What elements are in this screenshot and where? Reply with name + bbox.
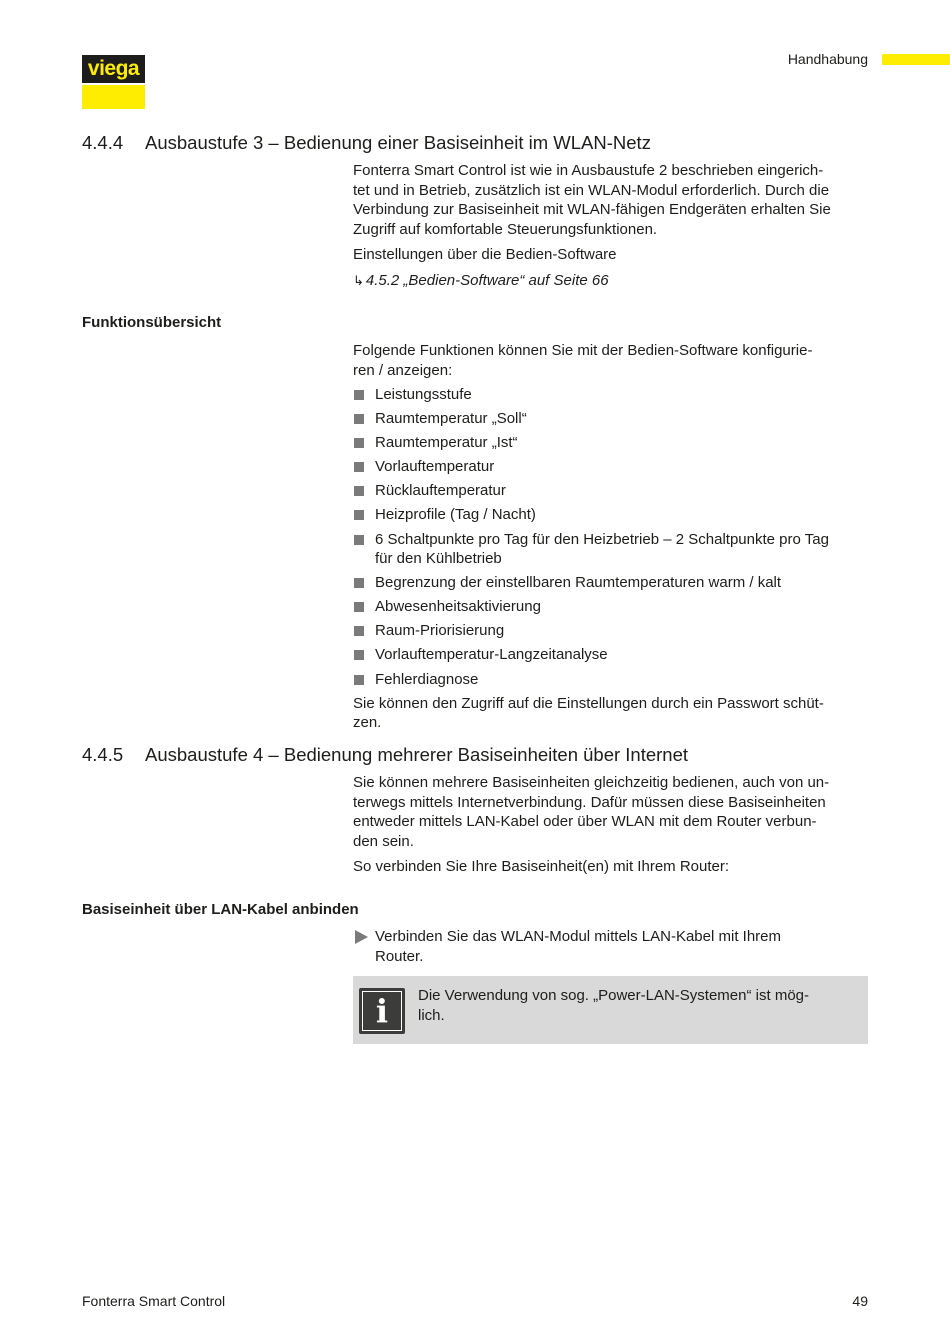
list-item: Rücklauftemperatur [353, 481, 868, 501]
subheading-functions: Funktionsübersicht [82, 314, 222, 331]
line: Verbinden Sie das WLAN-Modul mittels LAN-Kabel mit Ihrem [375, 928, 781, 945]
line: den sein. [353, 832, 414, 850]
list-item: Abwesenheitsaktivierung [353, 597, 868, 617]
section-title: Ausbaustufe 4 – Bedienung mehrerer Basiseinheiten über Internet [145, 744, 689, 765]
section-445-body [353, 773, 868, 883]
viega-logo-text: viega [87, 57, 140, 80]
header-section-label: Handhabung [787, 51, 868, 67]
paragraph: Einstellungen über die Bedien-Software [353, 246, 617, 263]
square-bullet-icon [354, 510, 364, 520]
line: Sie können den Zugriff auf die Einstellungen durch ein Passwort schüt- [353, 694, 824, 712]
functions-body [353, 341, 868, 739]
list-item: Raum-Priorisierung [353, 621, 868, 641]
line: lich. [418, 1006, 445, 1024]
square-bullet-icon [354, 675, 364, 685]
footer-title: Fonterra Smart Control [82, 1293, 226, 1309]
line: Sie können mehrere Basiseinheiten gleichzeitig bedienen, auch von un- [353, 774, 830, 791]
square-bullet-icon [354, 650, 364, 660]
info-box [353, 976, 868, 1044]
instruction-step [353, 927, 868, 966]
paragraph [353, 773, 868, 851]
line: Die Verwendung von sog. „Power-LAN-Systemen“ ist mög- [418, 987, 809, 1004]
list-item: 6 Schaltpunkte pro Tag für den Heizbetrieb – 2 Schaltpunkte pro Tag für den Kühlbetrieb [353, 530, 868, 569]
step-triangle-icon [355, 930, 368, 944]
subheading-lan: Basiseinheit über LAN-Kabel anbinden [82, 901, 359, 918]
line: tet und in Betrieb, zusätzlich ist ein WLAN-Modul erforderlich. Durch die [353, 181, 830, 199]
square-bullet-icon [354, 414, 364, 424]
line: Folgende Funktionen können Sie mit der Bedien-Software konfigurie- [353, 342, 813, 359]
section-number: 4.4.5 [82, 744, 124, 765]
paragraph [353, 694, 868, 733]
list-item: Fehlerdiagnose [353, 670, 868, 690]
square-bullet-icon [354, 626, 364, 636]
paragraph [353, 161, 868, 239]
line: Router. [375, 947, 424, 965]
square-bullet-icon [354, 438, 364, 448]
list-item: Raumtemperatur „Ist“ [353, 433, 868, 453]
line: Zugriff auf komfortable Steuerungsfunktionen. [353, 220, 658, 238]
list-item: Begrenzung der einstellbaren Raumtemperaturen warm / kalt [353, 573, 868, 593]
square-bullet-icon [354, 602, 364, 612]
line: zen. [353, 714, 382, 732]
paragraph [353, 341, 868, 380]
square-bullet-icon [354, 486, 364, 496]
cross-reference-arrow-icon: ↳ [353, 272, 364, 288]
cross-reference-text: 4.5.2 „Bedien-Software“ auf Seite 66 [365, 271, 609, 289]
list-item: Vorlauftemperatur [353, 457, 868, 477]
line: Verbindung zur Basiseinheit mit WLAN-fähigen Endgeräten erhalten Sie [353, 201, 831, 218]
section-number: 4.4.4 [82, 132, 124, 153]
section-444-body [353, 161, 868, 296]
section-heading-444 [82, 132, 651, 154]
square-bullet-icon [354, 390, 364, 400]
square-bullet-icon [354, 578, 364, 588]
list-item: Raumtemperatur „Soll“ [353, 409, 868, 429]
line: terwegs mittels Internetverbindung. Dafür müssen diese Basiseinheiten [353, 793, 826, 811]
list-item: Leistungsstufe [353, 385, 868, 405]
square-bullet-icon [354, 462, 364, 472]
section-heading-445 [82, 744, 688, 766]
square-bullet-icon [354, 535, 364, 545]
info-icon: i [359, 988, 405, 1034]
section-title: Ausbaustufe 3 – Bedienung einer Basiseinheit im WLAN-Netz [145, 132, 651, 153]
line: entweder mittels LAN-Kabel oder über WLAN mit dem Router verbun- [353, 813, 817, 830]
list-item: Heizprofile (Tag / Nacht) [353, 505, 868, 525]
info-text [418, 986, 848, 1025]
cross-reference-link[interactable] [353, 271, 868, 291]
list-item: Vorlauftemperatur-Langzeitanalyse [353, 645, 868, 665]
page-number: 49 [852, 1293, 868, 1309]
lan-step [353, 927, 868, 966]
line: Fonterra Smart Control ist wie in Ausbaustufe 2 beschrieben eingerich- [353, 162, 824, 179]
paragraph: So verbinden Sie Ihre Basiseinheit(en) mit Ihrem Router: [353, 858, 730, 875]
line: ren / anzeigen: [353, 361, 453, 379]
function-list [353, 385, 868, 689]
logo-yellow-bar [82, 85, 145, 109]
header-yellow-bar [882, 54, 950, 65]
